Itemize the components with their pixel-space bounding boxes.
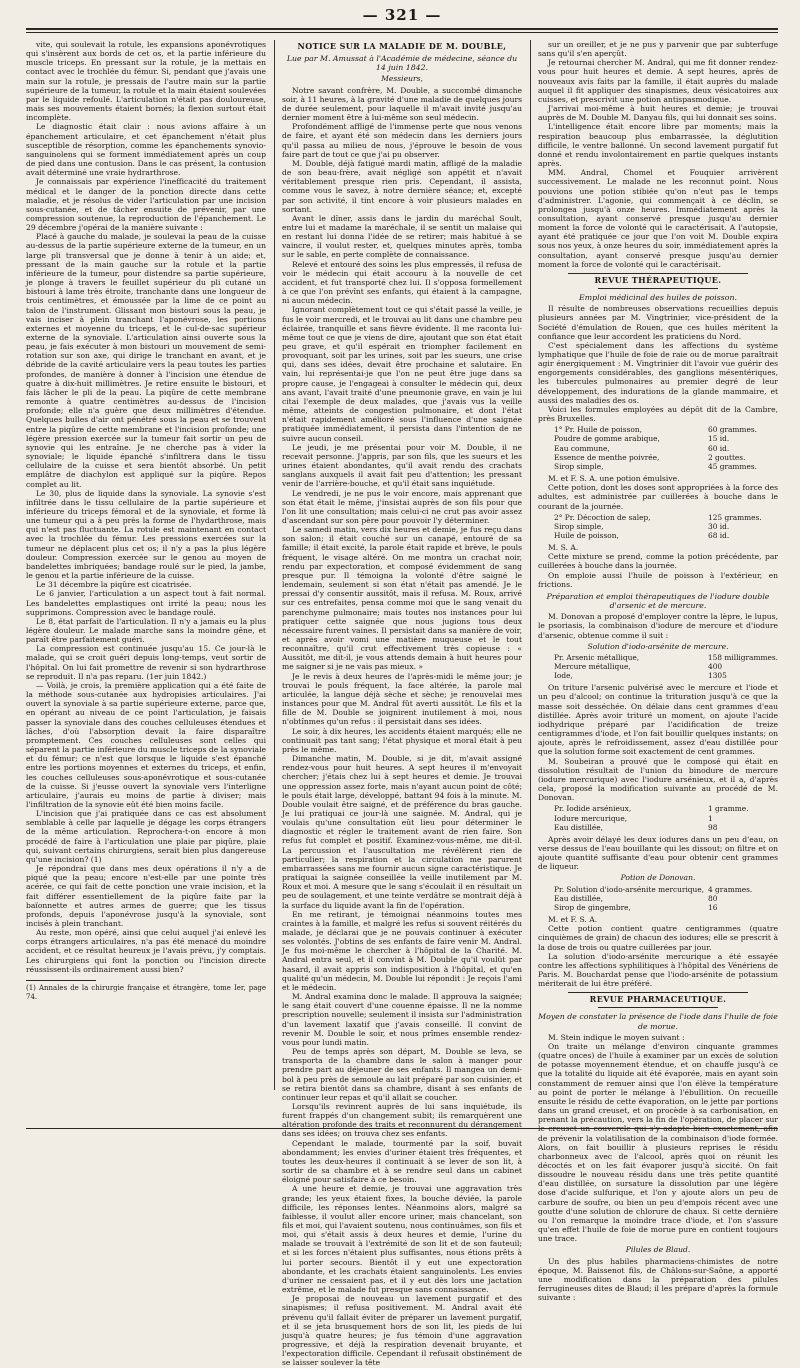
paragraph: M. Soubeiran a prouvé que le composé qui était en dissolution résultait de l'union du binodure de mercure (iodure mercurique) avec l'iodure arsénieux, et il a, d'après cela, proposé la modification suivante au procédé de M. Donovan. (538, 756, 778, 803)
formula-ingredient: Iode, (554, 671, 573, 681)
columns (26, 40, 778, 1368)
formula-row (538, 513, 778, 522)
formula-row (538, 522, 778, 531)
formula-ingredient: Sirop simple, (554, 461, 604, 471)
footnote: (1) Annales de la chirurgie française et étrangère, tome Ier, page 74. (26, 983, 266, 1002)
header-rule-thin (26, 32, 778, 33)
paragraph: Lorsqu'ils revinrent auprès de lui sans inquiétude, ils furent frappés d'un changement subit; ils remarquèrent une altération profonde des traits et reconnurent du dérangement dans ses idées; on trouva chez ses enfants. (282, 1101, 522, 1139)
paragraph: vite, qui soulevait la rotule, les expansions aponévrotiques qui s'insèrent aux bords de cet os, et la partie inférieure du muscle triceps. En pressant sur la rotule, je la mettais en contact avec le trochlée du fémur. Si, pendant que j'avais une main sur la rotule, je pressais de l'autre main sur la partie supérieure de la tumeur, la rotule et la main étaient soulevées par le liquide refoulé. L'articulation n'était pas douloureuse, mais ses mouvements étaient bornés; la flexion surtout était incomplète. (26, 40, 266, 123)
formula-ingredient: Sirop de gingembre, (554, 902, 631, 912)
paragraph: Cette mixture se prend, comme la potion précédente, par cuillerées à bouche dans la journée. (538, 552, 778, 571)
paragraph: Après avoir délayé les deux iodures dans un peu d'eau, on verse dessus de l'eau bouillante qui les dissout; on filtre et on ajoute quantité suffisante d'eau pour obtenir cent grammes de liqueur. (538, 834, 778, 872)
formula-ingredient: 2° Pr. Décoction de salep, (554, 512, 651, 522)
formula-ingredient: Pr. Arsenic métallique, (554, 652, 640, 662)
formula-ingredient: Poudre de gomme arabique, (554, 434, 660, 444)
formula-row (538, 804, 778, 813)
formula-row (538, 462, 778, 471)
section-heading-pharma: REVUE PHARMACEUTIQUE. (589, 994, 727, 1005)
paragraph: Le vendredi, je ne pus le voir encore, mais apprenant que son état était le même, j'insistai auprès de son fils pour que l'on lit une consultation; mais celui-ci ne crut pas avoir assez d'ascendant sur son père pour pouvoir l'y déterminer. (282, 488, 522, 525)
column-2 (282, 40, 522, 1368)
page-number: — 321 — (362, 6, 442, 24)
formula-ingredient: Mercure métallique, (554, 662, 631, 671)
formula-amount: 60 grammes. (708, 425, 757, 435)
paragraph: M. Donovan a proposé d'employer contre la lèpre, le lupus, le psoriasis, la combinaison d'iodure de mercure et d'iodure d'arsenic, obtenue comme il suit : (538, 612, 778, 640)
formula (538, 885, 778, 912)
subheading-solution: Solution d'iodo-arsénite de mercure. (587, 641, 729, 651)
paragraph: Placé à gauche du malade, je soulevai la peau de la cuisse au-dessus de la partie supérieure externe de la tumeur, en un large pli transversal que je donne à tenir à un aide; et, pressant de la main gauche sur la rotule et la partie inférieure de la tumeur, pour distendre sa partie supérieure, je plonge à travers le feuillet supérieur du pli cutané un bistouri à lame très étroite, tranchante dans une longueur de trois centimètres, et émoussée par la lime de ce point au talon de l'instrument. Glissant mon bistouri sous la peau, je vais inciser à plein tranchant l'aponévrose, les portions externes et moyenne du triceps, et le cul-de-sac supérieur externe de la synoviale. L'articulation ainsi ouverte sous la peau, je fais exécuter à mon bistouri un mouvement de semi-rotation sur son axe, qui dirige le tranchant en avant, et je débride de la cavité articulaire vers la peau toutes les parties profondes, de manière à donner à l'incision une étendue de quatre à dix-huit millimètres. Je retire ensuite le bistouri, et fais lâcher le pli de la peau. La piqûre de cette membrane remonte à quatre centimètres au-dessus de l'incision profonde; elle n'a guère que deux millimètres d'étendue. Quelques bulles d'air ont pénétré sous la peau et se trouvent entre la piqûre de cette membrane et l'incision profonde; une légère pression exercée sur la tumeur fait sortir un peu de synovie qui les entraîne. Je ne cherche pas à vider la synoviale; le liquide épanché s'infiltrera dans le tissu cellulaire de la cuisse et sera bientôt absorbé. Un petit emplâtre de diachylon est appliqué sur la piqûre. Repos complet au lit. (26, 232, 266, 489)
formula-row (538, 671, 778, 680)
formula-row (538, 894, 778, 903)
formula-row (538, 453, 778, 462)
formula-amount: 1 (708, 813, 713, 823)
formula-amount: 60 id. (708, 443, 730, 453)
formula-row (538, 425, 778, 434)
paragraph: Je le revis à deux heures de l'après-midi le même jour; je trouvai le pouls fréquent, la face altérée, la parole mal articulée, la langue déjà sèche et sèche; je renouvelai mes instances pour que M. Andral fût averti aussitôt. Le fils et la fille de M. Double se joignirent inutilement à moi, nous n'obtînmes qu'un refus : il persistait dans ses idées. (282, 671, 522, 727)
section-rule (568, 992, 748, 993)
formula-amount: 16 (708, 902, 718, 912)
formula-row (538, 653, 778, 662)
article-heading: NOTICE SUR LA MALADIE DE M. DOUBLE, (297, 41, 507, 51)
paragraph: Je connaissais par expérience l'inefficacité du traitement médical et le danger de la ponction directe dans cette maladie, et je résolus de vider l'articulation par une incision sous-cutanée, et de tâcher ensuite de prévenir, par une compression soutenue, la reproduction de l'épanchement. Le 29 décembre j'opérai de la manière suivante : (26, 177, 266, 233)
column-1 (26, 40, 266, 1120)
subheading-huiles: Emploi médicinal des huiles de poisson. (579, 293, 737, 303)
paragraph: Le 6 janvier, l'articulation a un aspect tout à fait normal. Les bandelettes emplastiques ont irrité la peau; nous les supprimons. Compression avec le bandage roulé. (26, 589, 266, 617)
formula-row (538, 823, 778, 832)
paragraph: Le diagnostic était clair : nous avions affaire à un épanchement articulaire, et cet épanchement n'était plus susceptible de résorption, comme les épanchements synovio-sanguinolens qui se forment immédiatement après un coup de pied dans une contusion. Dans le cas présent, la contusion avait déterminé une vraie hydrarthrose. (26, 122, 266, 178)
formula-amount: 125 grammes. (708, 512, 762, 522)
formula-row (538, 531, 778, 540)
article-subheading: Lue par M. Amussat à l'Académie de médecine, séance du 14 juin 1842. (286, 54, 518, 73)
salutation: Messieurs, (381, 74, 423, 84)
formula-amount: 68 id. (708, 530, 730, 540)
paragraph: A une heure et demie, je trouvai une aggravation très grande; les yeux étaient fixes, la bouche déviée, la parole difficile, les réponses lentes. Néanmoins alors, malgré sa faiblesse, il voulut aller encore uriner, mais chancelant, son fils et moi, qui l'avaient soutenu, nous continuâmes, son fils et moi, qui s'était assis à deux heures et demie, l'urine du malade se trouvait à l'extrémité de son lit et de son fauteuil; et si les forces n'étaient plus suffisantes, nous étions prêts à lui porter secours. Bientôt il y eut une expectoration abondante, et les crachats étaient sanguinolents. Les envies d'uriner ne cessaient pas, et il y eut dès lors une jactation extrême, et le malade fut presque sans connaissance. (282, 1184, 522, 1295)
formula-note: M. et F. S. A. une potion émulsive. (548, 474, 680, 484)
paragraph: Ignorant complètement tout ce qui s'était passé la veille, je fus le voir mercredi, et le trouvai au lit dans une chambre peu éclairée, tranquille et sans fièvre évidente. Il me raconta lui-même tout ce que je viens de dire, ajoutant que son état était peu grave, et qu'il espérait en triompher facilement en provoquant, soit par les urines, soit par les sueurs, une crise qui, dans ses idées, devait être prochaine et salutaire. En vain, lui représentai-je que l'on ne peut être juge dans sa propre cause, je l'engageai à consulter le médecin qui, deux ans avant, l'avait traité d'une pneumonie grave, en vain je lui citai l'exemple de deux malades, que j'avais vus la veille même, atteints de congestion pulmonaire, et dont l'état n'était rapidement amélioré sous l'influence d'une saignée pratiquée immédiatement, il persista dans l'intention de ne suivre aucun conseil. (282, 305, 522, 443)
paragraph: Le 30, plus de liquide dans la synoviale. La synovie s'est infiltrée dans le tissu cellulaire de la partie supérieure et inférieure du triceps fémoral et de la synoviale, et forme là une tumeur qui a à peu près la forme de l'hydarthrose, mais qui n'est pas fluctuante. La rotule est maintenant en contact avec la trochlée du fémur. Les pressions exercées sur la tumeur ne déplacent plus cet os; il n'y a pas la plus légère douleur. Compression exercée sur le genou au moyen de bandelettes imbriquées; bandage roulé sur le pied, la jambe, le genou et la partie inférieure de la cuisse. (26, 488, 266, 581)
formula-ingredient: Eau distillée, (554, 893, 603, 903)
paragraph: M. Double, déjà fatigué mardi matin, affligé de la maladie de son beau-frère, avait négligé son appétit et n'avait véritablement presque rien pris. Cependant, il assista, comme vous le savez, à notre dernière séance; et, excepté par son activité, il tint encore à voir plusieurs malades en sortant. (282, 158, 522, 214)
paragraph: M. Stein indique le moyen suivant : (548, 1032, 685, 1042)
paragraph: Je proposai de nouveau un lavement purgatif et des sinapismes; il refusa positivement. M. Andral avait été prévenu qu'il fallait éviter de préparer un lavement purgatif, et il se jeta brusquement hors de son lit, les pieds de lui jusqu'à quatre heures; je fus témoin d'une aggravation progressive, et déjà la respiration devenait bruyante, et l'expectoration difficile. Cependant il refusait obstinément de se laisser soulever la tête (282, 1294, 522, 1368)
paragraph: J'arrivai moi-même à huit heures et demie; je trouvai auprès de M. Double M. Danyau fils, qui lui donnait ses soins. (538, 104, 778, 123)
footer-rule (26, 1128, 778, 1129)
formula-ingredient: Pr. Solution d'iodo-arsénite mercurique, (554, 884, 705, 894)
formula-amount: 1305 (708, 671, 727, 681)
subheading-iode: Moyen de constater la présence de l'iode dans l'huile de foie de morue. (538, 1012, 778, 1031)
formula-ingredient: Eau commune, (554, 443, 610, 453)
formula-amount: 15 id. (708, 434, 730, 444)
formula-ingredient: 1° Pr. Huile de poisson, (554, 425, 642, 435)
formula-row (538, 662, 778, 671)
formula-row (538, 434, 778, 443)
paragraph: Au reste, mon opéré, ainsi que celui auquel j'ai enlevé les corps étrangers articulaires, n'a pas été menacé du moindre accident, et ce résultat heureux je l'avais prévu, j'y comptais. Les chirurgiens qui font la ponction ou l'incision directe réussissent-ils ordinairement aussi bien? (26, 928, 266, 974)
paragraph: MM. Andral, Chomel et Fouquier arrivèrent successivement. Le malade ne les reconnut point. Nous pouvions une potion stibiée qu'on n'eut pas le temps d'administrer. L'agonie, qui commençait à ce déclin, se prolongea jusqu'à onze heures. Immédiatement après la consultation, ayant conservé presque jusqu'au dernier moment la force de volonté qui le caractérisait. A l'autopsie, ayant été pratiquée ce jour que l'on voit M. Double expira sous nos yeux, à onze heures du soir, immédiatement après la consultation, ayant conservé presque jusqu'au dernier moment la force de volonté qui le caractérisait. (538, 168, 778, 269)
paragraph: On traite un mélange d'environ cinquante grammes (quatre onces) de l'huile à examiner par un excès de solution de potasse moyennement étendue, et on chauffe jusqu'à ce que la totalité du liquide ait été évaporée, mais en ayant soin constamment de remuer ainsi que l'on élève la température au point de porter le mélange à l'ébullition. On recueille ensuite le résidu de cette évaporation, on le jette par portions dans un grand creuset, et on procède à sa carbonisation, en prenant la précaution, vers la fin de l'opération, de placer sur le creuset un couvercle qui s'y adapte bien exactement, afin de prévenir la volatilisation de la combinaison d'iode formée. Alors, on fait bouillir à plusieurs reprises le résidu charbonneux avec de l'alcool, après quoi on réunit les décoctés et on les fait évaporer jusqu'à siccité. On fait dissoudre le nouveau résidu dans une très petite quantité d'eau distillée, on sursature la dissolution par une légère dose d'acide sulfurique, et l'on y ajoute alors un peu de carbure de soufre, ou bien un peu d'empois récent avec une goutte d'une solution de chlorure de chaux. Si cette dernière ou l'on remarque la moindre trace d'iode, et l'on s'assure qu'en effet l'huile de foie de morue pure en contient toujours une trace. (538, 1041, 778, 1244)
paragraph: Profondément affligé de l'immense perte que nous venons de faire, et ayant été son médecin dans les derniers jours qu'il passa au milieu de nous, j'éprouve le besoin de vous faire part de tout ce que j'ai pu observer. (282, 122, 522, 159)
paragraph: C'est spécialement dans les affections du système lymphatique que l'huile de foie de raie ou de morue paraîtrait agir énergiquement : M. Vingtrinier dit l'avoir vue guérir des engorgements considérables, des ganglions mésentériques, les tubercules pulmonaires au premier degré de leur développement, des indurations de la glande mammaire, et aussi des maladies des os. (538, 340, 778, 405)
formula-row (538, 814, 778, 823)
formula-amount: 158 milligrammes. (707, 652, 778, 662)
formula-amount: 400 (708, 662, 723, 671)
paragraph: En me retirant, je témoignai néanmoins toutes mes craintes à la famille, et malgré les refus si souvent réitérés du malade, je déclarai que je ne pouvais continuer à exécuter ses volontés. J'obtins de ses enfants de faire venir M. Andral. Je fus moi-même le chercher à l'hôpital de la Charité. M. Andral entra seul, et il convint à M. Double qu'il voulût par hasard, il avait appris son indisposition à l'hôpital, et qu'en qualité qu'un médecin, M. Double lui répondit : Je reçois l'ami et le médecin. (282, 909, 522, 992)
formula-ingredient: Pr. Iodide arsénieux, (554, 804, 632, 814)
paragraph: On triture l'arsenic pulvérisé avec le mercure et l'iode et un peu d'alcool; on continue la trituration jusqu'à ce que la masse soit desséchée. On délaie dans cent grammes d'eau distillée. Après avoir trituré un moment, on ajoute l'acide iodhydrique préparé par l'acidification de treize centigrammes d'iode, et l'on fait bouillir quelques instants; on ajoute, après le refroidissement, assez d'eau distillée pour que la solution forme soit exactement de cent grammes. (538, 683, 778, 757)
paragraph: La compression est continuée jusqu'au 15. Ce jour-là le malade, qui se croit guéri depuis long-temps, veut sortir de l'hôpital. On lui fait promettre de revenir si son hydrarthrose se reproduit. Il n'a pas reparu. (1er juin 1842.) (26, 644, 266, 681)
formula-ingredient: Eau distillée, (554, 822, 603, 832)
formula-ingredient: Huile de poisson, (554, 530, 619, 540)
formula (538, 653, 778, 680)
paragraph: Cette potion, dont les doses sont appropriées à la force des adultes, est administrée par cuillerées à bouche dans le courant de la journée. (538, 483, 778, 511)
formula-amount: 2 gouttes. (708, 452, 746, 462)
formula (538, 425, 778, 471)
section-rule (598, 1007, 718, 1008)
paragraph: Cependant le malade, tourmenté par la soif, buvait abondamment; les envies d'uriner étaient très fréquentes, et toutes les deux-heures il continuait à se lever de son lit, à sortir de sa chambre et à se rendre seul dans un cabinet éloigné pour satisfaire à ce besoin. (282, 1138, 522, 1185)
paragraph: Avant le dîner, assis dans le jardin du maréchal Soult, entre lui et madame la maréchale, il se sentit un malaise qui en restant lui donna l'idée de se retirer; mais habitué à se vaincre, il voulut rester, et, quelques minutes après, tomba sur le sable, en perte complète de connaissance. (282, 213, 522, 260)
formula-row (538, 885, 778, 894)
subheading-iodure: Préparation et emploi thérapeutiques de l'iodure double d'arsenic et de mercure. (546, 591, 770, 611)
paragraph: Le samedi matin, vers dix heures et demie, je fus reçu dans son salon; il était couché sur un canapé, entouré de sa famille; il était excité, la parole était rapide et brève, le pouls fréquent, le visage altéré. On me montra un crachat noir, rendu par expectoration, et composé évidemment de sang presque pur. Il témoigna la volonté d'être saigné le lendemain, seulement si son état n'était pas amendé. Je le pressai d'y consentir aussitôt, mais il refusa. M. Roux, arrivé sur ces entrefaites, pensa comme moi que le sang venait du parenchyme pulmonaire; mais toutes nos instances pour lui pratiquer cette saignée que nous jugions tous deux nécessaire furent vaines. Il persistait dans sa manière de voir, et après avoir vomi une matière muqueuse et le tout reconnaître, qu'il crut effectivement très copieuse : « Aussitôt, me dit-il, je vous attends demain à huit heures pour me saigner si je ne vais pas mieux. » (282, 525, 522, 672)
formula-amount: 4 grammes. (708, 884, 753, 894)
section-heading-therapeutique: REVUE THÉRAPEUTIQUE. (594, 274, 722, 285)
paragraph: La solution d'iodo-arsénite mercurique a été essayée contre les affections syphilitiques à l'hôpital des Vénériens de Paris. M. Bouchardat pense que l'iodo-arsénite de potassium mériterait de lui être préféré. (538, 951, 778, 989)
paragraph: Le 31 décembre la piqûre est cicatrisée. (36, 580, 192, 590)
subheading-potion: Potion de Donovan. (620, 873, 696, 883)
formula-ingredient: Essence de menthe poivrée, (554, 452, 660, 462)
newspaper-page (26, 0, 778, 1368)
formula-row (538, 444, 778, 453)
paragraph: Relevé et entouré des soins les plus empressés, il refusa de voir le médecin qui était accouru à la nouvelle de cet accident, et fut transporté chez lui. Il s'opposa formellement à ce que l'on prévînt ses enfants, qui étaient à la campagne, ni aucun médecin. (282, 259, 522, 306)
paragraph: Cette potion contient quatre centigrammes (quatre cinquièmes de grain) de chacun des iodures; elle se prescrit à la dose de trois ou quatre cuillerées par jour. (538, 924, 778, 952)
paragraph: Peu de temps après son départ, M. Double se leva, se transporta de la chambre dans le salon à manger pour prendre part au déjeuner de ses enfants. Il mangea un demi-bol à peu près de semoule au lait préparé par son cuisinier, et se retira bientôt dans sa chambre, disant à ses enfants de continuer leur repas et qu'il allait se coucher. (282, 1047, 522, 1102)
paragraph: M. Andral examina donc le malade. Il approuva la saignée; le sang était couvert d'une couenne épaisse. Il ne la nomme prescription nouvelle; seulement il insista sur l'administration d'un lavement laxatif que j'avais conseillé. Il convint de revenir M. Double le soir, et nous prîmes ensemble rendez-vous pour lundi matin. (282, 992, 522, 1047)
paragraph: Dimanche matin, M. Double, si je dit, m'avait assigné rendez-vous pour huit heures. A sept heures il m'envoyait chercher; j'étais chez lui à sept heures et demie. Je trouvai une oppression assez forte, mais n'ayant aucun point de côté; le pouls était large, développé, battant 94 fois à la minute. M. Double voulait être saigné, et de préférence du bras gauche. Je lui pratiquai ce jour-là une saignée. M. Andral, qui je voulais qu'une consultation eût lieu pour déterminer le diagnostic et régler le traitement avant de rien faire. Son refus fut complet et positif. Examinez-vous-même, me dit-il. La percussion et l'auscultation me révélèrent rien de particulier; la respiration et la circulation me parurent embarrassées sans me fournir aucun signe caractéristique. Je pratiquai la saignée conseillée la veille inutilement par M. Roux et moi. A mesure que le sang s'écoulait il en résultait un peu de soulagement, et une teinte verdâtre se montrait déjà à la surface du liquide avant la fin de l'opération. (282, 754, 522, 910)
section-rule (568, 273, 748, 274)
formula-row (538, 903, 778, 912)
paragraph: — Voilà, je crois, la première application qui a été faite de la méthode sous-cutanée aux hydropisies articulaires. J'ai ouvert la synoviale à sa partie supérieure externe, parce que, en opérant au niveau de ce point l'articulation, je faisais passer la synoviale dans des couches celluleuses étendues et lâches, d'où l'absorption devait la faire disparaître promptement. Ces couches celluleuses sont celles qui séparent la partie inférieure du muscle triceps de la synoviale et du fémur; ce n'est que lorsque le liquide s'est épanché entre les portions moyennes et externes du triceps, et enfin, les couches celluleuses sous-aponévrotique et sous-cutanée de la cuisse. Si j'eusse ouvert la synoviale vers l'interligne articulaire, j'aurais eu moins de partie à diviser; mais l'infiltration de la synovie eût été bien moins facile. (26, 680, 266, 809)
header-rule (26, 28, 778, 30)
formula-amount: 98 (708, 822, 718, 832)
formula (538, 804, 778, 831)
paragraph: L'intelligence était encore libre par moments; mais la respiration beaucoup plus embarrassée, la déglutition difficile, le ventre ballonné. Un second lavement purgatif fut donné et rendu involontairement en partie quelques instants après. (538, 122, 778, 169)
paragraph: Un des plus habiles pharmaciens-chimistes de notre époque, M. Baissenot fils, de Châlons-sur-Saône, a apporté une modification dans la préparation des pilules ferrugineuses dites de Blaud; il les prépare d'après la formule suivante : (538, 1256, 778, 1303)
paragraph: sur un oreiller, et je ne pus y parvenir que par subterfuge sans qu'il s'en aperçût. (538, 40, 778, 59)
footnote-rule (26, 980, 96, 981)
paragraph: Le 8, état parfait de l'articulation. Il n'y a jamais eu la plus légère douleur. Le malade marche sans la moindre gêne, et paraît être parfaitement guéri. (26, 616, 266, 645)
formula-note: M. S. A. (548, 543, 579, 553)
section-rule (598, 288, 718, 289)
paragraph: Voici les formules employées au dépôt dit de la Cambre, près Bruxelles. (538, 404, 778, 424)
paragraph: On emploie aussi l'huile de poisson à l'extérieur, en frictions. (538, 570, 778, 589)
formula-ingredient: Iodure mercurique, (554, 813, 628, 823)
paragraph: Le soir, à dix heures, les accidents étaient marqués; elle ne continuait pas tant sang; l'état physique et moral était à peu près le même. (282, 726, 522, 754)
formula (538, 513, 778, 540)
paragraph: Je répondrai que dans mes deux opérations il n'y a de piqué que la peau; encore n'est-elle par une pointe très acérée, ce qui fait de cette ponction une vraie incision, et la fait différer essentiellement de la piqûre faite par la baïonnette et autres armes de guerre; que les tissus profonds, depuis l'aponévrose jusqu'à la synoviale, sont incisés à plein tranchant. (26, 864, 266, 928)
formula-note: M. et F. S. A. (548, 915, 598, 925)
formula-amount: 1 gramme. (708, 804, 749, 814)
paragraph: Je retournai chercher M. Andral, qui me fit donner rendez-vous pour huit heures et demie. A sept heures, après de nouveaux avis faits par la famille, il était auprès du malade auquel il fit appliquer des sinapismes, deux vésicatoires aux cuisses, et prescrivit une potion antispasmodique. (538, 58, 778, 104)
formula-amount: 80 (708, 893, 718, 903)
paragraph: Le jeudi, je me présentai pour voir M. Double, il ne recevait personne. J'appris, par son fils, que les sueurs et les urines étaient abondantes, qu'il avait rendu des crachats sanglans auxquels il avait fait peu d'attention; les pressant venir de l'arrière-bouche, et qu'il était sans inquiétude. (282, 442, 522, 489)
paragraph: Il résulte de nombreuses observations recueillies depuis plusieurs années par M. Vingtrinier, vice-président de la Société d'émulation de Rouen, que ces huiles méritent la confiance que leur accordent les praticiens du Nord. (538, 304, 778, 341)
subheading-blaud: Pilules de Blaud. (625, 1245, 691, 1255)
column-3 (538, 40, 778, 1303)
formula-amount: 45 grammes. (708, 461, 757, 471)
formula-amount: 30 id. (708, 521, 730, 531)
paragraph: Notre savant confrère, M. Double, a succombé dimanche soir, à 11 heures, à la gravité d'une maladie de quelques jours de durée seulement, pour laquelle il m'avait invité jusqu'au dernier moment être à lui-même son seul médecin. (282, 85, 522, 123)
paragraph: L'incision que j'ai pratiquée dans ce cas est absolument semblable à celle par laquelle je dégage les corps étrangers de la même articulation. Reprochera-t-on encore à mon procédé de faire à l'articulation une plaie par piqûre, plaie qui, suivant certains chirurgiens, serait bien plus dangereuse qu'une incision? (1) (26, 809, 266, 864)
formula-ingredient: Sirop simple, (554, 521, 604, 531)
